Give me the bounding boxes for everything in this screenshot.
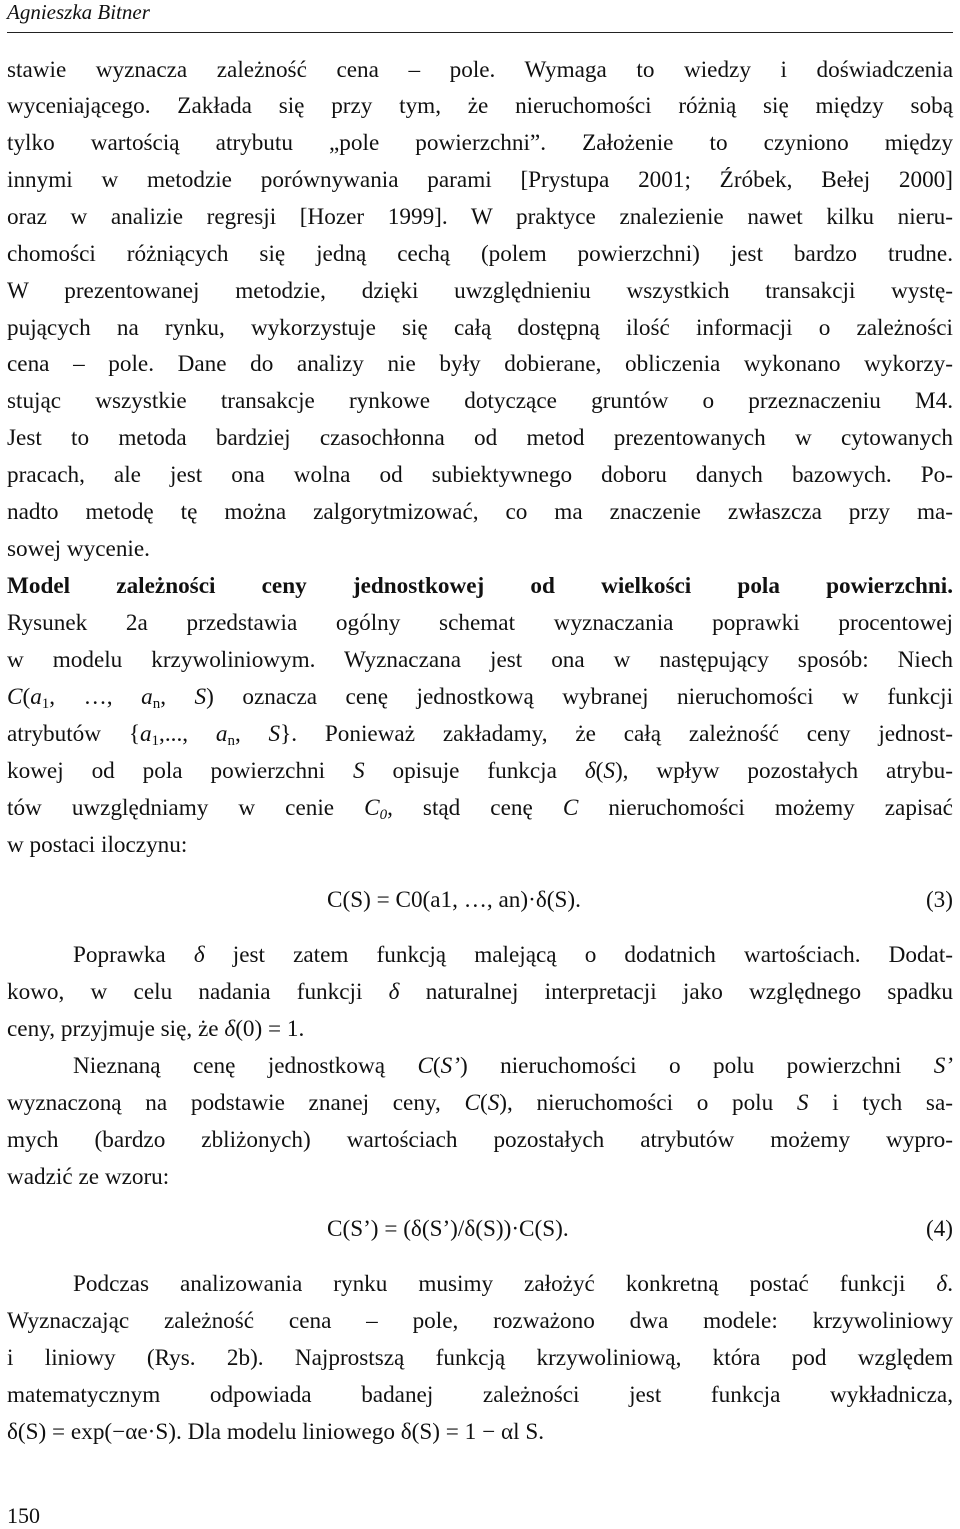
text-line: $C(a_1$, …, $a_n$, S) oznacza cenę jednostkową wybranej nieruchomości w funkcji (7, 684, 954, 712)
equation-number-4: (4) (925, 1216, 953, 1242)
text-line: Nieznaną cenę jednostkową C(S’) nieruchomości o polu powierzchni S’ (73, 1053, 954, 1079)
text-line: δ(S) = exp(−αe·S). Dla modelu liniowego δ(S) = 1 − αl S. (7, 1419, 545, 1445)
text-line: mych (bardzo zbliżonych) wartościach pozostałych atrybutów możemy wypro- (7, 1127, 953, 1153)
text-line: Wyznaczając zależność cena – pole, rozważono dwa modele: krzywoliniowy (7, 1308, 953, 1334)
text-line: Podczas analizowania rynku musimy założyć konkretną postać funkcji δ. (73, 1271, 953, 1297)
text-line: kowej od pola powierzchni S opisuje funkcja δ(S), wpływ pozostałych atrybu- (7, 758, 953, 784)
text-line: w postaci iloczynu: (7, 832, 188, 858)
section-heading: Model zależności ceny jednostkowej od wielkości pola powierzchni. (7, 573, 953, 599)
equation-4: C(S’) = (δ(S’)/δ(S))·C(S). (327, 1216, 569, 1242)
text-line: stawie wyznacza zależność cena – pole. Wymaga to wiedzy i doświadczenia (7, 57, 953, 83)
text-line: w modelu krzywoliniowym. Wyznaczana jest ona w następujący sposób: Niech (7, 647, 953, 673)
text-line: kowo, w celu nadania funkcji δ naturalnej interpretacji jako względnego spadku (7, 979, 954, 1005)
page-number: 150 (7, 1503, 40, 1528)
text-line: i liniowy (Rys. 2b). Najprostszą funkcją krzywoliniową, która pod względem (7, 1345, 953, 1371)
running-header (7, 0, 953, 33)
text-line: W prezentowanej metodzie, dzięki uwzględnieniu wszystkich transakcji wystę- (7, 278, 953, 304)
text-line: ceny, przyjmuje się, że δ(0) = 1. (7, 1016, 305, 1042)
text-line: sowej wycenie. (7, 536, 150, 562)
text-line: Jest to metoda bardziej czasochłonna od metod prezentowanych w cytowanych (7, 425, 953, 451)
equation-3: C(S) = C0(a1, …, an)·δ(S). (327, 887, 581, 913)
text-line: cena – pole. Dane do analizy nie były dobierane, obliczenia wykonano wykorzy- (7, 351, 953, 377)
text-line: wadzić ze wzoru: (7, 1164, 170, 1190)
text-line: pracach, ale jest ona wolna od subiektywnego doboru danych bazowych. Po- (7, 462, 953, 488)
text-line: pujących na rynku, wykorzystuje się całą dostępną ilość informacji o zależności (7, 315, 953, 341)
text-line: tylko wartością atrybutu „pole powierzchni”. Założenie to czyniono między (7, 130, 953, 156)
text-line: wyznaczoną na podstawie znanej ceny, C(S), nieruchomości o polu S i tych sa- (7, 1090, 953, 1116)
text-line: matematycznym odpowiada badanej zależności jest funkcja wykładnicza, (7, 1382, 953, 1408)
text-line: Rysunek 2a przedstawia ogólny schemat wyznaczania poprawki procentowej (7, 610, 953, 636)
text-line: atrybutów {$a_1$,..., $a_n$, S}. Ponieważ zakładamy, że całą zależność ceny jednost- (7, 721, 954, 749)
text-line: chomości różniących się jedną cechą (polem powierzchni) jest bardzo trudne. (7, 241, 953, 267)
text-line: Poprawka δ jest zatem funkcją malejącą o dodatnich wartościach. Dodat- (73, 942, 954, 968)
text-line: tów uwzględniamy w cenie $C_0$, stąd cenę C nieruchomości możemy zapisać (7, 795, 953, 823)
text-line: oraz w analizie regresji [Hozer 1999]. W praktyce znalezienie nawet kilku nieru- (7, 204, 953, 230)
text-line: innymi w metodzie porównywania parami [Prystupa 2001; Źróbek, Bełej 2000] (7, 167, 953, 193)
text-line: wyceniającego. Zakłada się przy tym, że nieruchomości różnią się między sobą (7, 93, 953, 119)
text-line: stując wszystkie transakcje rynkowe dotyczące gruntów o przeznaczeniu M4. (7, 388, 953, 414)
equation-number-3: (3) (925, 887, 953, 913)
text-line: nadto metodę tę można zalgorytmizować, co ma znaczenie zwłaszcza przy ma- (7, 499, 953, 525)
running-header-author: Agnieszka Bitner (7, 0, 150, 24)
